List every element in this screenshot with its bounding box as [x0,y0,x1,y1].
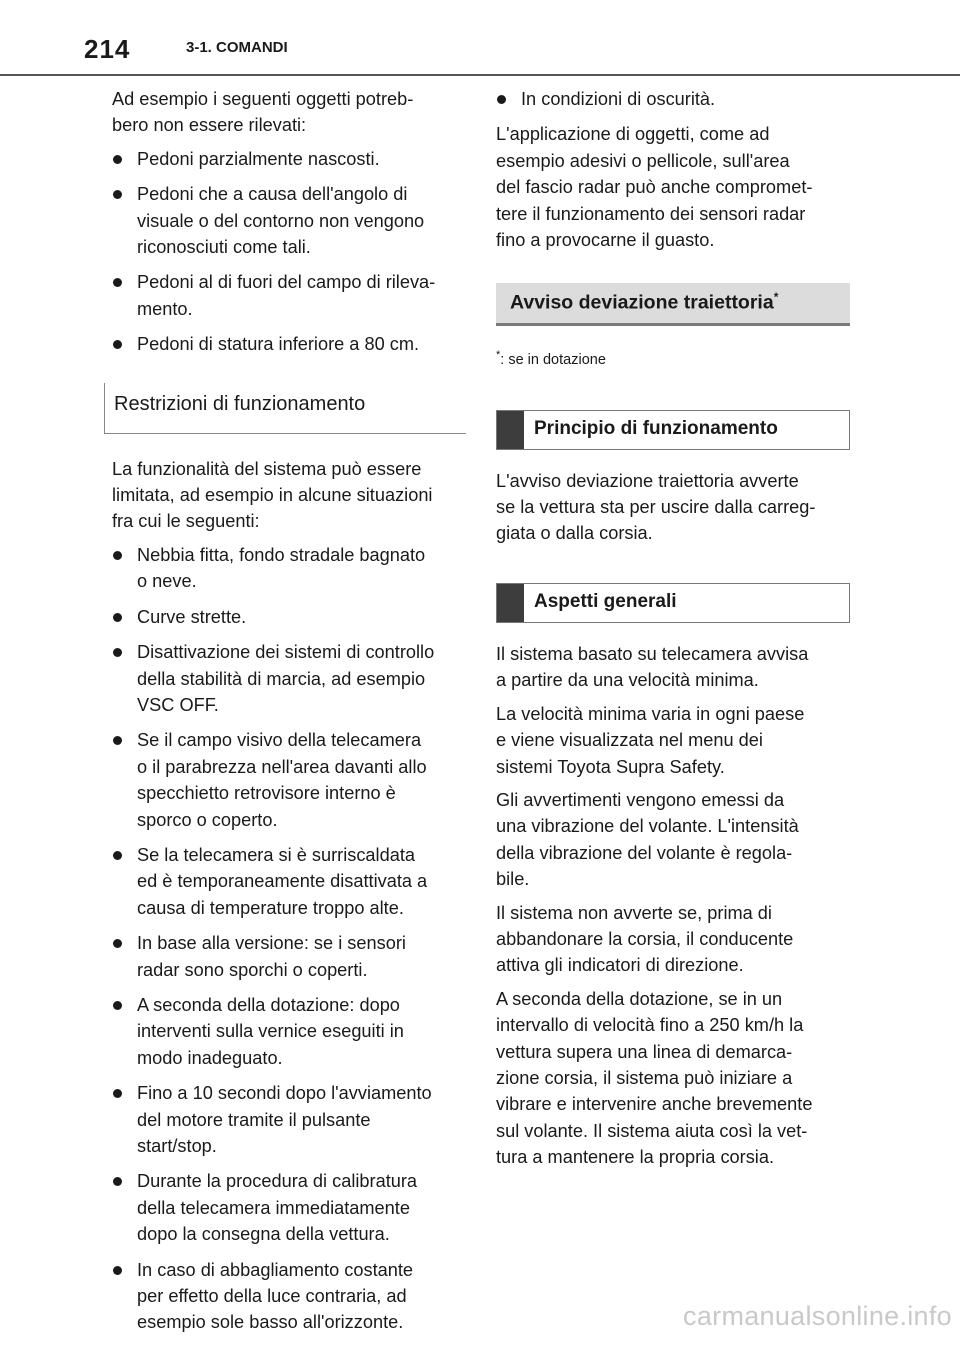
text-line: La velocità minima varia in ogni paese [496,703,805,724]
body-paragraph [496,641,850,694]
bullet-text-line: start/stop. [137,1136,217,1156]
bullet-text-line: sporco o coperto. [137,809,278,830]
bullet-text-line: mento. [137,298,193,319]
bullet-list-detection [112,146,466,358]
bullet-dot-icon [113,340,122,349]
text-line: e viene visualizzata nel menu dei [496,730,763,751]
main-heading-mark: * [773,290,779,305]
watermark: carmanualsonline.info [683,1301,952,1331]
principle-paragraph [496,468,850,547]
bullet-text-line: specchietto retrovisore interno è [137,783,396,804]
radar-paragraph [496,121,850,253]
text-line: esempio adesivi o pellicole, sull'area [496,150,790,171]
bullet-text-line: riconosciuti come tali. [137,237,311,258]
bullet-dot-icon [113,155,122,164]
text-line: bile. [496,869,530,890]
body-paragraph [496,701,850,780]
main-heading-title: Avviso deviazione traiettoria* [510,290,779,314]
intro-paragraph [112,86,466,139]
bullet-item [112,1080,466,1159]
text-line: Gli avvertimenti vengono emessi da [496,789,785,810]
bullet-item [112,1168,466,1247]
bullet-item [112,930,466,983]
restrictions-paragraph [112,456,466,535]
right-column [496,86,850,1178]
bullet-text-line: Disattivazione dei sistemi di controllo [137,642,435,663]
bullet-text-line: visuale o del contorno non vengono [137,210,425,231]
text-line: vibrare e intervenire anche brevemente [496,1094,813,1115]
bullet-text-line: o il parabrezza nell'area davanti allo [137,756,427,777]
text-line: limitata, ad esempio in alcune situazioni [112,485,433,506]
bullet-dot-icon [113,1266,122,1275]
bullet-text-line: radar sono sporchi o coperti. [137,959,368,980]
bullet-dot-icon [113,613,122,622]
footnote-mark: * [496,349,501,362]
bullet-text-line: Durante la procedura di calibratura [137,1171,418,1192]
bullet-item [112,542,466,595]
text-line: sul volante. Il sistema aiuta così la vet- [496,1120,808,1141]
box-heading-principle [496,410,850,450]
bullet-text-line: o neve. [137,571,197,592]
bullet-item [496,86,850,112]
bullet-text-line: Se il campo visivo della telecamera [137,730,422,751]
bullet-text-line: In caso di abbagliamento costante [137,1259,414,1280]
bullet-item [112,331,466,357]
bullet-text-line: Pedoni di statura inferiore a 80 cm. [137,334,420,355]
section-label: 3-1. COMANDI [186,39,288,56]
bullet-text-line: ed è temporaneamente disattivata a [137,871,428,892]
text-line: L'applicazione di oggetti, come ad [496,124,770,145]
bullet-text-line: dopo la consegna della vettura. [137,1224,390,1245]
bullet-text-line: In base alla versione: se i sensori [137,933,406,954]
text-line: zione corsia, il sistema può iniziare a [496,1067,793,1088]
text-line: A seconda della dotazione, se in un [496,988,783,1009]
page-header [0,0,960,76]
text-line: una vibrazione del volante. L'intensità [496,816,799,837]
bullet-dot-icon [113,736,122,745]
bullet-list-right [496,86,850,112]
bullet-item [112,727,466,833]
text-line: Il sistema basato su telecamera avvisa [496,643,809,664]
general-paragraphs [496,641,850,1171]
bullet-dot-icon [113,278,122,287]
text-line: giata o dalla corsia. [496,523,653,544]
bullet-list-restrictions [112,542,466,1336]
text-line: fra cui le seguenti: [112,511,260,532]
text-line: Ad esempio i seguenti oggetti potreb- [112,89,414,109]
text-line: bero non essere rilevati: [112,115,307,136]
bullet-text-line: Pedoni che a causa dell'angolo di [137,184,408,205]
bullet-item [112,639,466,718]
body-paragraph [496,787,850,893]
box-heading-block [497,584,524,622]
subsection-title: Restrizioni di funzionamento [114,392,366,415]
text-line: abbandonare la corsia, il conducente [496,928,794,949]
text-line: tura a mantenere la propria corsia. [496,1147,775,1168]
bullet-text-line: Se la telecamera si è surriscaldata [137,844,415,865]
bullet-dot-icon [113,1177,122,1186]
text-line: se la vettura sta per uscire dalla carreg- [496,497,816,518]
header-rule [0,74,960,76]
bullet-text-line: esempio sole basso all'orizzonte. [137,1312,404,1333]
bullet-item [112,146,466,172]
text-line: del fascio radar può anche compromet- [496,177,813,198]
bullet-dot-icon [113,1001,122,1010]
text-line: vettura supera una linea di demarca- [496,1041,793,1062]
text-line: sistemi Toyota Supra Safety. [496,756,725,777]
footnote: *: se in dotazione [496,349,606,369]
bullet-dot-icon [113,190,122,199]
bullet-text-line: Nebbia fitta, fondo stradale bagnato [137,544,426,565]
text-line: intervallo di velocità fino a 250 km/h la [496,1015,804,1036]
bullet-text-line: Pedoni parzialmente nascosti. [137,148,380,169]
bullet-dot-icon [113,939,122,948]
text-line: La funzionalità del sistema può essere [112,458,422,479]
bullet-item [112,181,466,260]
text-line: tere il funzionamento dei sensori radar [496,203,806,224]
bullet-text-line: interventi sulla vernice eseguiti in [137,1021,404,1042]
subsection-heading [104,383,466,434]
page-number: 214 [84,34,131,64]
bullet-text-line: causa di temperature troppo alte. [137,897,404,918]
bullet-text-line: VSC OFF. [137,694,219,715]
bullet-text-line: del motore tramite il pulsante [137,1109,371,1130]
box-heading-block [497,411,524,449]
body-paragraph [496,900,850,979]
bullet-text-line: Curve strette. [137,606,247,627]
bullet-dot-icon [113,648,122,657]
box-heading-title: Aspetti generali [534,590,677,612]
bullet-dot-icon [113,551,122,560]
bullet-text-line: della telecamera immediatamente [137,1197,410,1218]
bullet-item [112,604,466,630]
bullet-text-line: A seconda della dotazione: dopo [137,994,400,1015]
bullet-dot-icon [113,851,122,860]
left-column [112,86,466,1345]
main-heading [496,283,850,326]
bullet-dot-icon [497,95,506,104]
bullet-text-line: Fino a 10 secondi dopo l'avviamento [137,1083,432,1104]
text-line: fino a provocarne il guasto. [496,230,715,251]
text-line: attiva gli indicatori di direzione. [496,955,744,976]
bullet-item [112,842,466,921]
text-line: L'avviso deviazione traiettoria avverte [496,470,799,491]
box-heading-title: Principio di funzionamento [534,417,778,439]
bullet-text-line: per effetto della luce contraria, ad [137,1286,407,1307]
bullet-item [112,992,466,1071]
text-line: della vibrazione del volante è regola- [496,842,793,863]
bullet-text-line: In condizioni di oscurità. [521,89,716,109]
bullet-dot-icon [113,1089,122,1098]
bullet-text-line: Pedoni al di fuori del campo di rileva- [137,272,436,293]
bullet-text-line: modo inadeguato. [137,1047,283,1068]
box-heading-general [496,583,850,623]
bullet-text-line: della stabilità di marcia, ad esempio [137,668,426,689]
text-line: a partire da una velocità minima. [496,670,759,691]
bullet-item [112,1257,466,1336]
text-line: Il sistema non avverte se, prima di [496,902,772,923]
bullet-item [112,269,466,322]
body-paragraph [496,986,850,1171]
